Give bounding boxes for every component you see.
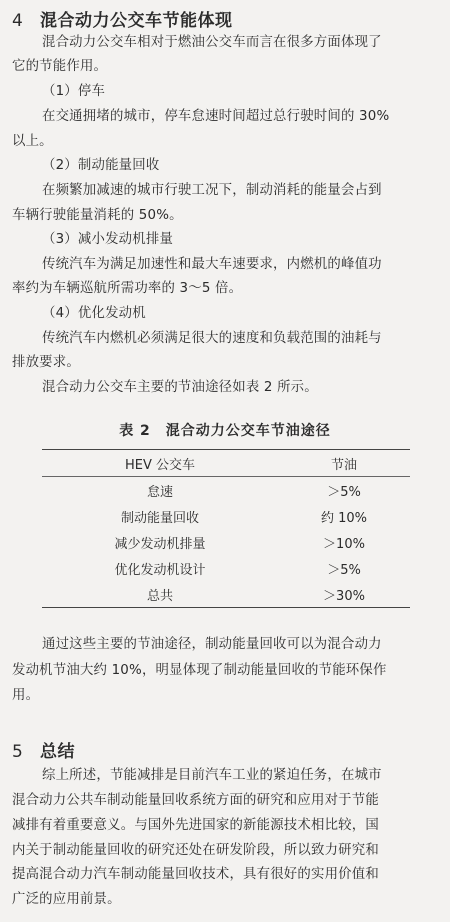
table-cell: 优化发动机设计 bbox=[114, 562, 206, 578]
section-5-line-4: 内关于制动能量回收的研究还处在研发阶段，所以致力研究和 bbox=[12, 843, 379, 858]
table-cell: ＞5% bbox=[327, 562, 361, 578]
item-4-line-2: 排放要求。 bbox=[12, 355, 80, 370]
after-table-line-1: 通过这些主要的节油途径，制动能量回收可以为混合动力 bbox=[42, 637, 382, 652]
after-table-line-3: 用。 bbox=[12, 688, 40, 703]
table-row bbox=[42, 581, 410, 608]
item-1-heading: （1）停车 bbox=[42, 84, 106, 99]
item-1-line-2: 以上。 bbox=[12, 134, 53, 149]
table-header-cell: HEV 公交车 bbox=[42, 450, 278, 477]
section-5-line-1: 综上所述，节能减排是目前汽车工业的紧迫任务，在城市 bbox=[42, 768, 382, 783]
table-caption: 表 2 混合动力公交车节油途径 bbox=[119, 423, 331, 439]
table-header-row bbox=[42, 450, 410, 477]
section-5-heading bbox=[12, 737, 75, 762]
table-cell: 约 10% bbox=[320, 510, 368, 526]
section-4-number: 4 bbox=[12, 11, 24, 31]
table-cell: ＞5% bbox=[327, 484, 361, 500]
item-2-line-1: 在频繁加减速的城市行驶工况下，制动消耗的能量会占到 bbox=[42, 183, 382, 198]
table-cell: 总共 bbox=[42, 581, 278, 608]
item-3-line-1: 传统汽车为满足加速性和最大车速要求，内燃机的峰值功 bbox=[42, 257, 382, 272]
section-5-line-2: 混合动力公共车制动能量回收系统方面的研究和应用对于节能 bbox=[12, 793, 379, 808]
table-row bbox=[42, 503, 410, 529]
section-4-intro-line-2: 它的节能作用。 bbox=[12, 59, 108, 74]
table-intro: 混合动力公交车主要的节油途径如表 2 所示。 bbox=[42, 380, 318, 395]
section-5-number: 5 bbox=[12, 742, 24, 762]
table-cell: ＞30% bbox=[278, 581, 410, 608]
table-cell: 制动能量回收 bbox=[120, 510, 199, 526]
section-5-line-6: 广泛的应用前景。 bbox=[12, 892, 121, 907]
section-5-line-5: 提高混合动力汽车制动能量回收技术，具有很好的实用价值和 bbox=[12, 867, 379, 882]
section-4-intro-line-1: 混合动力公交车相对于燃油公交车而言在很多方面体现了 bbox=[42, 35, 382, 50]
item-4-line-1: 传统汽车内燃机必须满足很大的速度和负载范围的油耗与 bbox=[42, 331, 382, 346]
section-4-heading bbox=[12, 6, 233, 31]
item-3-line-2: 率约为车辆巡航所需功率的 3～5 倍。 bbox=[12, 281, 243, 296]
after-table-line-2: 发动机节油大约 10%，明显体现了制动能量回收的节能环保作 bbox=[12, 663, 387, 678]
item-2-heading: （2）制动能量回收 bbox=[42, 158, 160, 173]
table-cell: 怠速 bbox=[146, 484, 173, 500]
table-header-cell: 节油 bbox=[278, 450, 410, 477]
item-1-line-1: 在交通拥堵的城市，停车怠速时间超过总行驶时间的 30% bbox=[42, 109, 390, 124]
section-5-line-3: 减排有着重要意义。与国外先进国家的新能源技术相比较，国 bbox=[12, 818, 379, 833]
item-2-line-2: 车辆行驶能量消耗的 50%。 bbox=[12, 208, 183, 223]
item-4-heading: （4）优化发动机 bbox=[42, 306, 146, 321]
item-3-heading: （3）减小发动机排量 bbox=[42, 232, 174, 247]
table-cell: 减少发动机排量 bbox=[114, 536, 206, 552]
section-5-title: 总结 bbox=[40, 742, 75, 762]
section-4-title: 混合动力公交车节能体现 bbox=[40, 11, 233, 31]
table-row bbox=[42, 555, 410, 581]
table-cell: ＞10% bbox=[323, 536, 365, 552]
table-row bbox=[42, 529, 410, 555]
table-row bbox=[42, 477, 410, 504]
fuel-saving-table bbox=[42, 449, 410, 608]
